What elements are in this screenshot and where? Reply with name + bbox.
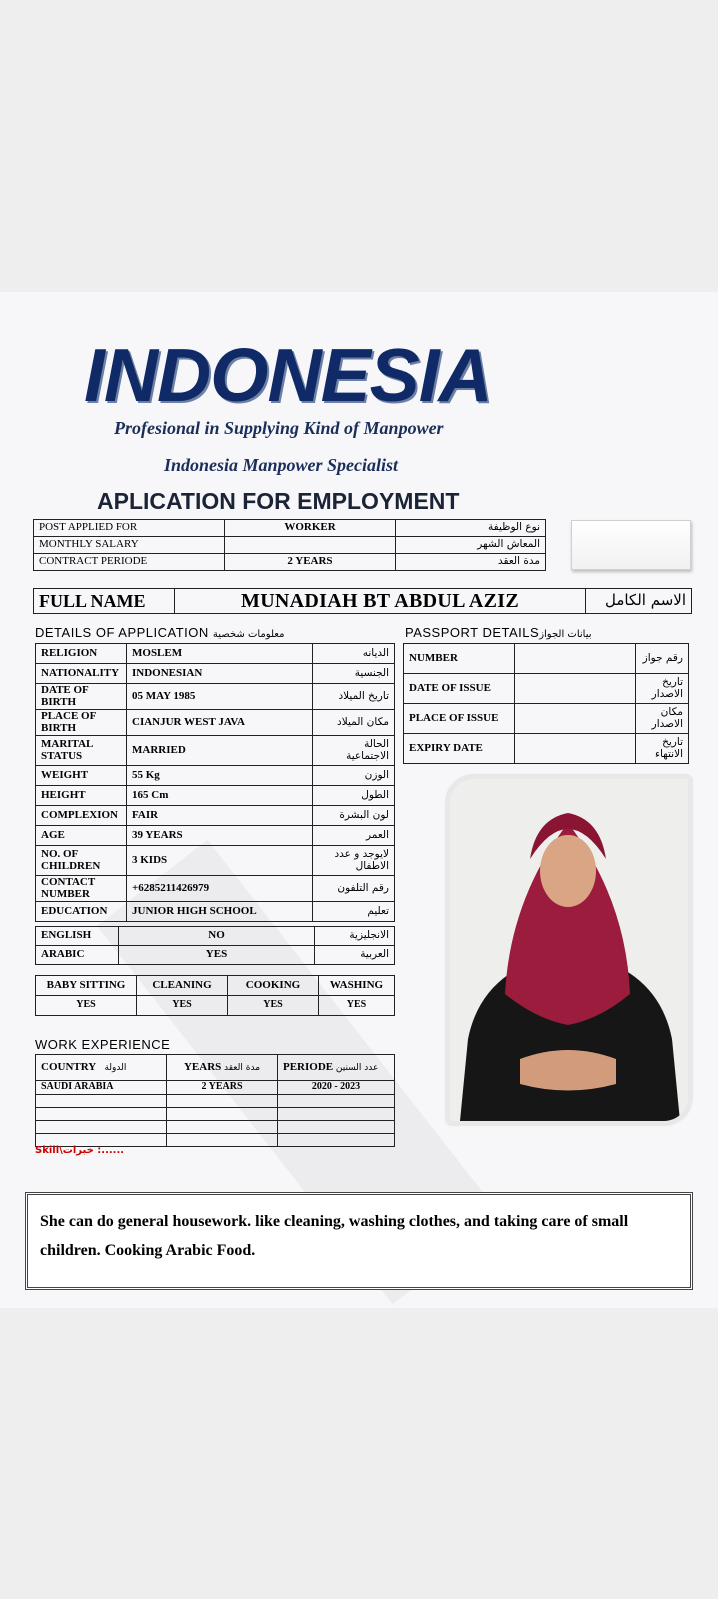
nationality-value: INDONESIAN xyxy=(127,664,313,684)
table-row xyxy=(34,520,546,537)
years-ar: مدة العقد xyxy=(224,1062,261,1073)
contact-value: +6285211426979 xyxy=(127,876,313,902)
pob-label: PLACE OF BIRTH xyxy=(36,710,127,736)
arabic-label: ARABIC xyxy=(36,946,119,965)
years-header xyxy=(167,1055,278,1081)
height-value: 165 Cm xyxy=(127,786,313,806)
table-row xyxy=(36,736,395,766)
details-title-en: DETAILS OF APPLICATION xyxy=(35,625,209,640)
work-years: 2 YEARS xyxy=(167,1081,278,1095)
table-row xyxy=(36,1055,395,1081)
work-table xyxy=(35,1054,395,1147)
complexion-ar: لون البشرة xyxy=(313,806,395,826)
skill-value-washing: YES xyxy=(319,996,395,1016)
english-value: NO xyxy=(119,927,315,946)
passport-title-ar: بيانات الجواز xyxy=(539,629,592,640)
work-country: SAUDI ARABIA xyxy=(36,1081,167,1095)
english-ar: الانجليزية xyxy=(315,927,395,946)
passport-number-value xyxy=(515,644,636,674)
post-ar: نوع الوظيفة xyxy=(396,520,546,537)
fullname-table xyxy=(33,588,692,614)
details-section-title xyxy=(35,625,284,640)
skill-header-washing: WASHING xyxy=(319,976,395,996)
issue-place-ar: مكان الاصدار xyxy=(636,704,689,734)
salary-value xyxy=(225,537,396,554)
country-en: COUNTRY xyxy=(41,1060,97,1073)
skill-label: Skill\خبرات :...... xyxy=(35,1145,125,1156)
table-row xyxy=(36,664,395,684)
table-row xyxy=(36,876,395,902)
fullname-ar: الاسم الكامل xyxy=(586,589,692,614)
country-ar: الدولة xyxy=(104,1062,127,1073)
age-value: 39 YEARS xyxy=(127,826,313,846)
table-row xyxy=(36,1121,395,1134)
weight-label: WEIGHT xyxy=(36,766,127,786)
education-label: EDUCATION xyxy=(36,902,127,922)
height-label: HEIGHT xyxy=(36,786,127,806)
applicant-photo xyxy=(446,775,692,1125)
arabic-ar: العربية xyxy=(315,946,395,965)
table-row xyxy=(36,644,395,664)
table-row xyxy=(36,946,395,965)
work-experience-title: WORK EXPERIENCE xyxy=(35,1037,171,1052)
table-row xyxy=(404,644,689,674)
table-row xyxy=(36,766,395,786)
marital-value: MARRIED xyxy=(127,736,313,766)
skill-value-babysitting: YES xyxy=(36,996,137,1016)
pob-value: CIANJUR WEST JAVA xyxy=(127,710,313,736)
english-label: ENGLISH xyxy=(36,927,119,946)
pob-ar: مكان الميلاد xyxy=(313,710,395,736)
fullname-value: MUNADIAH BT ABDUL AZIZ xyxy=(175,589,586,614)
application-sheet xyxy=(0,292,718,1308)
skill-value-cooking: YES xyxy=(228,996,319,1016)
table-row xyxy=(36,806,395,826)
contract-value: 2 YEARS xyxy=(225,554,396,571)
table-row xyxy=(36,710,395,736)
expiry-label: EXPIRY DATE xyxy=(404,734,515,764)
table-row xyxy=(404,734,689,764)
age-label: AGE xyxy=(36,826,127,846)
table-row xyxy=(34,589,692,614)
table-row xyxy=(36,786,395,806)
passport-title-en: PASSPORT DETAILS xyxy=(405,625,540,640)
work-periode: 2020 - 2023 xyxy=(278,1081,395,1095)
remarks-box: She can do general housework. like cleaning, washing clothes, and taking care of small children. Cooking Arabic Food. xyxy=(25,1192,693,1290)
details-table xyxy=(35,643,395,922)
dob-value: 05 MAY 1985 xyxy=(127,684,313,710)
skill-value-cleaning: YES xyxy=(137,996,228,1016)
company-logo: INDONESIA xyxy=(84,333,492,417)
education-value: JUNIOR HIGH SCHOOL xyxy=(127,902,313,922)
religion-ar: الديانه xyxy=(313,644,395,664)
age-ar: العمر xyxy=(313,826,395,846)
periode-ar: عدد السنين xyxy=(335,1062,379,1073)
skill-header-cooking: COOKING xyxy=(228,976,319,996)
table-row xyxy=(404,674,689,704)
periode-en: PERIODE xyxy=(283,1060,334,1073)
table-row xyxy=(36,846,395,876)
marital-ar: الحالة الاجتماعية xyxy=(313,736,395,766)
issue-date-value xyxy=(515,674,636,704)
dob-label: DATE OF BIRTH xyxy=(36,684,127,710)
passport-number-ar: رقم جواز xyxy=(636,644,689,674)
table-row xyxy=(36,976,395,996)
arabic-value: YES xyxy=(119,946,315,965)
contract-ar: مدة العقد xyxy=(396,554,546,571)
skill-header-cleaning: CLEANING xyxy=(137,976,228,996)
salary-ar: المعاش الشهر xyxy=(396,537,546,554)
country-header xyxy=(36,1055,167,1081)
table-row xyxy=(36,826,395,846)
table-row xyxy=(34,554,546,571)
nationality-ar: الجنسية xyxy=(313,664,395,684)
complexion-value: FAIR xyxy=(127,806,313,826)
weight-value: 55 Kg xyxy=(127,766,313,786)
table-row xyxy=(404,704,689,734)
form-title: APLICATION FOR EMPLOYMENT xyxy=(97,488,460,514)
issue-date-label: DATE OF ISSUE xyxy=(404,674,515,704)
issue-place-value xyxy=(515,704,636,734)
skill-header-babysitting: BABY SITTING xyxy=(36,976,137,996)
religion-label: RELIGION xyxy=(36,644,127,664)
expiry-value xyxy=(515,734,636,764)
fullname-label: FULL NAME xyxy=(34,589,175,614)
religion-value: MOSLEM xyxy=(127,644,313,664)
skills-table xyxy=(35,975,395,1016)
table-row xyxy=(36,927,395,946)
table-row xyxy=(36,996,395,1016)
table-row xyxy=(36,1095,395,1108)
post-table xyxy=(33,519,546,571)
table-row xyxy=(36,684,395,710)
post-value: WORKER xyxy=(225,520,396,537)
table-row xyxy=(34,537,546,554)
marital-label: MARITAL STATUS xyxy=(36,736,127,766)
photo-illustration xyxy=(450,779,688,1121)
tagline-secondary: Indonesia Manpower Specialist xyxy=(164,455,399,475)
height-ar: الطول xyxy=(313,786,395,806)
details-title-ar: معلومات شخصية xyxy=(212,629,285,640)
contact-ar: رقم التلفون xyxy=(313,876,395,902)
post-label: POST APPLIED FOR xyxy=(34,520,225,537)
children-label: NO. OF CHILDREN xyxy=(36,846,127,876)
children-ar: لايوجد و عدد الاطفال xyxy=(313,846,395,876)
issue-date-ar: تاريخ الاصدار xyxy=(636,674,689,704)
passport-number-label: NUMBER xyxy=(404,644,515,674)
table-row xyxy=(36,1108,395,1121)
contract-label: CONTRACT PERIODE xyxy=(34,554,225,571)
passport-section-title xyxy=(405,625,592,640)
years-en: YEARS xyxy=(183,1060,222,1073)
expiry-ar: تاريخ الانتهاء xyxy=(636,734,689,764)
nationality-label: NATIONALITY xyxy=(36,664,127,684)
dob-ar: تاريخ الميلاد xyxy=(313,684,395,710)
contact-label: CONTACT NUMBER xyxy=(36,876,127,902)
passport-table xyxy=(403,643,689,764)
weight-ar: الوزن xyxy=(313,766,395,786)
stamp-box xyxy=(571,520,691,570)
table-row xyxy=(36,902,395,922)
education-ar: تعليم xyxy=(313,902,395,922)
children-value: 3 KIDS xyxy=(127,846,313,876)
tagline-primary: Profesional in Supplying Kind of Manpower xyxy=(114,418,444,438)
language-table xyxy=(35,926,395,965)
issue-place-label: PLACE OF ISSUE xyxy=(404,704,515,734)
salary-label: MONTHLY SALARY xyxy=(34,537,225,554)
table-row xyxy=(36,1081,395,1095)
periode-header xyxy=(278,1055,395,1081)
complexion-label: COMPLEXION xyxy=(36,806,127,826)
